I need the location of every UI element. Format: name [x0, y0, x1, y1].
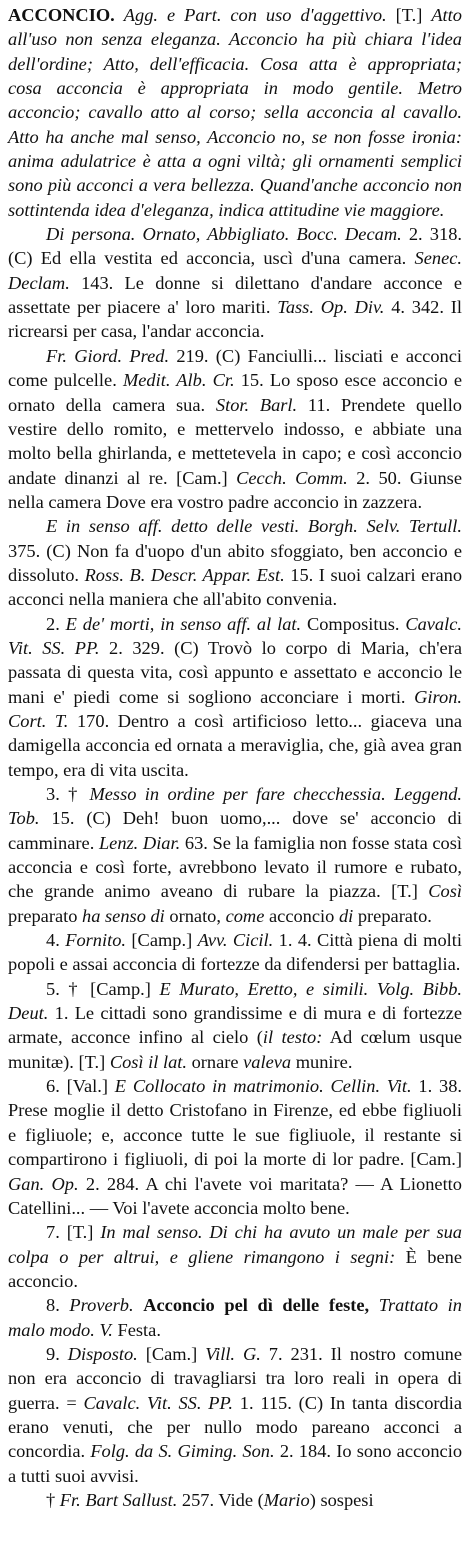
italic-run: Mario: [263, 1489, 310, 1510]
text-run: 219. (C) Fanciulli... lisciati e acconci come pulcelle.: [8, 345, 462, 391]
italic-run: Trattato in malo modo. V.: [8, 1295, 462, 1340]
text-run: 2. 184. Io sono acconcio a tutti suoi avvisi.: [8, 1441, 463, 1486]
italic-run: Giron. Cort. T.: [8, 686, 462, 731]
text-run: 4.: [46, 930, 66, 951]
italic-run: Cavalc. Vit. SS. PP.: [83, 1392, 233, 1413]
text-run: 9.: [46, 1343, 68, 1364]
italic-run: E Murato, Eretto, e simili. Volg. Bibb. Deut.: [8, 978, 463, 1024]
text-run: 1. 115. (C) In tanta discordia erano venuti, che per nullo modo pareano acconci a concordia.: [8, 1392, 462, 1462]
text-run: È bene acconcio.: [8, 1246, 462, 1291]
text-run: [134, 1295, 144, 1315]
text-run: 4. 342. Il ricrearsi per casa, l'andar acconcia.: [8, 297, 462, 342]
entry-sense-paragraph: [8, 612, 462, 782]
italic-run: valeva: [243, 1051, 292, 1072]
italic-run: il testo:: [262, 1027, 323, 1048]
italic-run: E de' morti, in senso aff. al lat.: [65, 613, 302, 634]
text-run: munire.: [291, 1051, 353, 1072]
text-run: ) sospesi: [309, 1489, 374, 1510]
text-run: 1. Le cittadi sono grandissime e di mura e di fortezze armate, acconce infino al cielo (: [8, 1003, 462, 1048]
text-run: 7. [T.]: [46, 1222, 101, 1243]
text-run: 2.: [46, 613, 66, 634]
text-run: Compositus.: [301, 613, 406, 634]
text-run: 15. I suoi calzari erano acconci nella maniera che all'abito convenia.: [8, 564, 463, 610]
text-run: acconcio: [264, 905, 339, 926]
text-run: 63. Se la famiglia non fosse stata così acconcia e così forte, avrebbono levato il rumore e rubato, che grande animo aveano di rubare la piazza. [T.]: [8, 832, 463, 902]
text-run: [T.]: [386, 5, 432, 25]
text-run: 375. (C) Non fa d'uopo d'un abito sfoggiato, ben acconcio e dissoluto.: [8, 540, 462, 585]
entry-sense-paragraph: [8, 222, 462, 344]
italic-run: come: [225, 905, 265, 926]
italic-run: Così: [428, 881, 462, 902]
text-run: ornato,: [164, 905, 226, 926]
entry-sense-paragraph: [8, 977, 462, 1074]
italic-run: Fr. Giord. Pred.: [46, 345, 170, 366]
bold-phrase: Acconcio pel dì delle feste,: [143, 1295, 370, 1316]
entry-sense-paragraph: [8, 1074, 462, 1220]
entry-sense-paragraph: [8, 1293, 462, 1342]
text-run: 2. 50. Giunse nella camera Dove era vostro padre acconcio in zazzera.: [8, 467, 462, 512]
text-run: 7. 231. Il nostro comune non era acconcio di travagliarsi tra loro reali in opera di guerra. =: [8, 1343, 462, 1413]
text-run: Festa.: [112, 1319, 161, 1340]
text-run: 15. Lo sposo esce acconcio e ornato della camera sua.: [8, 370, 462, 415]
italic-run: Messo in ordine per fare checchessia. Leggend. Tob.: [8, 784, 462, 829]
entry-sense-paragraph: [8, 514, 462, 611]
entry-sense-paragraph: [8, 1488, 462, 1512]
italic-run: Così il lat.: [109, 1051, 187, 1072]
text-run: [115, 5, 124, 25]
text-run: 1. 4. Città piena di molti popoli e assai acconcia di fortezze da difendersi per battaglia.: [8, 930, 463, 975]
italic-run: Proverb.: [69, 1295, 134, 1316]
italic-run: Stor. Barl.: [215, 394, 298, 415]
italic-run: E in senso aff. detto delle vesti. Borgh. Selv. Tertull.: [46, 516, 462, 537]
text-run: 6. [Val.]: [46, 1076, 115, 1097]
text-run: preparato: [8, 905, 83, 926]
text-run: 2. 329. (C) Trovò lo corpo di Maria, ch'era passata di questa vita, così appunto e assettato e acconcio le mani e' piedi come si sogliono acconciare i morti.: [8, 637, 462, 707]
italic-run: Agg. e Part. con uso d'aggettivo.: [123, 5, 387, 25]
entry-definition: [8, 3, 462, 222]
text-run: 11. Prendete quello vestire dello romito, e mettervelo indosso, e abbiate una molto bella ghirlanda, e mettetevela in capo; e così acconcio andate dinanzi al re. [Cam.]: [8, 394, 462, 488]
text-run: 8.: [46, 1295, 70, 1316]
entry-sense-paragraph: [8, 344, 462, 514]
italic-run: di: [338, 905, 354, 926]
italic-run: Ross. B. Descr. Appar. Est.: [84, 564, 285, 585]
text-run: 170. Dentro a così artificioso letto... giaceva una damigella acconcia ed ornata a meraviglia, che, già avea gran tempo, era di vita uscita.: [8, 710, 462, 780]
italic-run: Cecch. Comm.: [236, 467, 348, 488]
entry-sense-paragraph: [8, 1342, 462, 1488]
italic-run: Tass. Op. Div.: [277, 297, 385, 318]
italic-run: Senec. Declam.: [8, 248, 462, 293]
italic-run: Fr. Bart Sallust.: [59, 1489, 178, 1510]
headword: ACCONCIO.: [8, 5, 115, 25]
text-run: 143. Le donne si dilettano d'andare acconce e assettate per piacere a' loro mariti.: [8, 272, 462, 318]
italic-run: ha senso di: [82, 905, 165, 926]
text-run: 2. 284. A chi l'avete voi maritata? — A Lionetto Catellini... — Voi l'avete acconcia molto bene.: [8, 1173, 462, 1218]
italic-run: Medit. Alb. Cr.: [122, 370, 235, 391]
text-run: 15. (C) Deh! buon uomo,... dove se' acconcio di camminare.: [8, 808, 462, 853]
italic-run: Cavalc. Vit. SS. PP.: [8, 613, 463, 658]
italic-run: Lenz. Diar.: [98, 832, 181, 853]
text-run: 3. †: [46, 784, 90, 804]
italic-run: Fornito.: [65, 930, 127, 951]
italic-run: Vill. G.: [205, 1343, 261, 1364]
text-run: preparato.: [353, 905, 432, 926]
text-run: [Cam.]: [137, 1343, 206, 1364]
dictionary-entry-acconcio: [8, 3, 462, 1512]
text-run: [369, 1295, 379, 1315]
italic-run: Gan. Op.: [8, 1173, 79, 1194]
italic-run: Avv. Cicil.: [197, 930, 274, 951]
text-run: [Camp.]: [126, 930, 198, 951]
text-run: †: [46, 1489, 60, 1510]
text-run: ornare: [186, 1051, 244, 1072]
text-run: Ad cœlum usque munitæ). [T.]: [8, 1027, 462, 1072]
italic-run: E Collocato in matrimonio. Cellin. Vit.: [114, 1076, 412, 1097]
entry-sense-paragraph: [8, 928, 462, 977]
italic-run: Atto all'uso non senza eleganza. Acconcio ha più chiara l'idea dell'ordine; Atto, dell'efficacia. Cosa atta è appropriata; cosa acconcia è appropriata in modo gentile. Metro acconcio; cavallo atto al corso; sella acconcia al cavallo. Atto ha anche mal senso, Acconcio no, se non fosse ironia: anima adulatrice è atta a ogni viltà; gli ornamenti semplici sono più acconci a vera bellezza. Quand'anche acconcio non sottintenda idea d'eleganza, indica attitudine vie maggiore.: [8, 5, 462, 220]
text-run: 5. † [Camp.]: [46, 978, 160, 999]
italic-run: In mal senso. Di chi ha avuto un male per sua colpa o per altrui, e gliene rimangono i segni:: [8, 1222, 463, 1267]
text-run: 1. 38. Prese moglie il detto Cristofano in Firenze, ed ebbe figliuoli e figliuole; e, acconce tutte le sue figliuole, il restante si compartirono i figliuoli, di poi la morte di lor padre. [Cam.]: [8, 1076, 462, 1170]
entry-sense-paragraph: [8, 782, 462, 928]
italic-run: Folg. da S. Giming. Son.: [90, 1441, 275, 1462]
italic-run: Disposto.: [67, 1343, 138, 1364]
text-run: 2. 318. (C) Ed ella vestita ed acconcia, uscì d'una camera.: [8, 224, 462, 269]
entry-sense-paragraph: [8, 1220, 462, 1293]
text-run: 257. Vide (: [177, 1489, 264, 1510]
italic-run: Di persona. Ornato, Abbigliato. Bocc. Decam.: [46, 224, 402, 245]
